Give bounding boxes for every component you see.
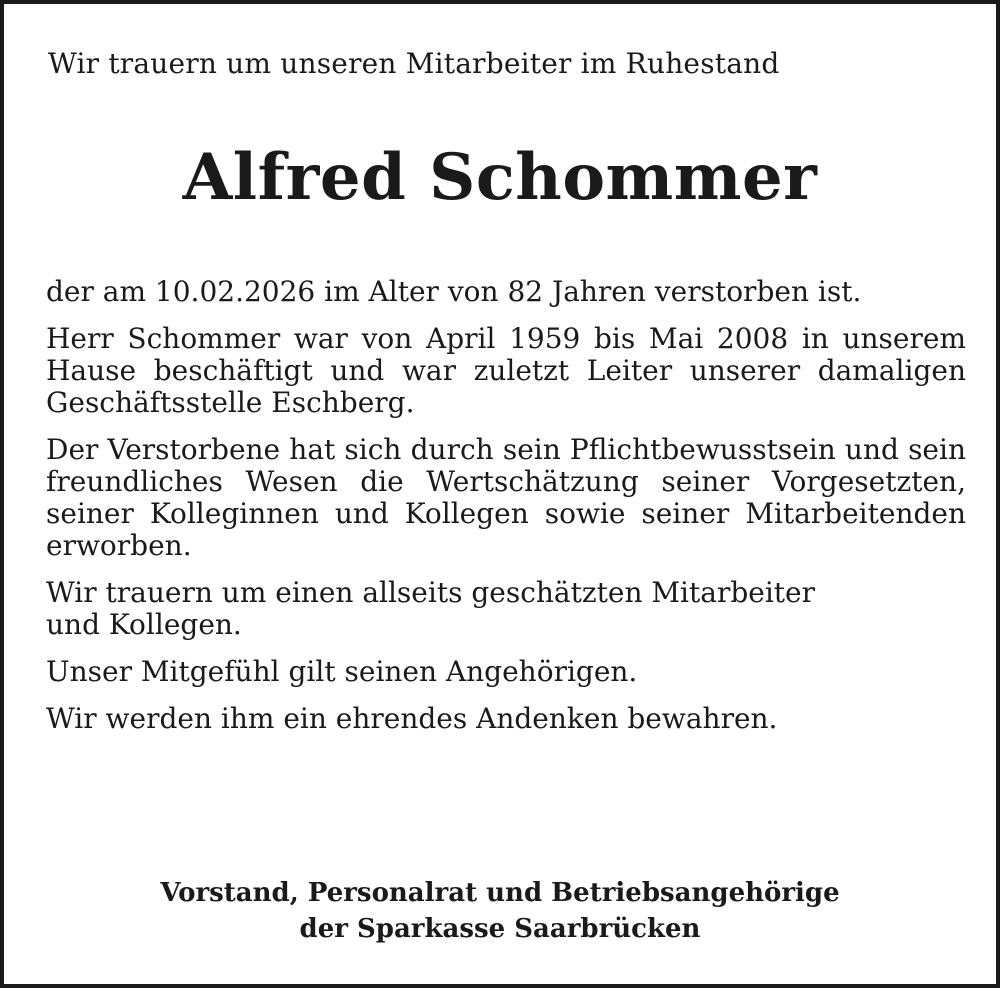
death-date-paragraph: der am 10.02.2026 im Alter von 82 Jahren verstorben ist. bbox=[46, 275, 862, 308]
remembrance-paragraph: Wir werden ihm ein ehrendes Andenken bewahren. bbox=[46, 702, 778, 735]
appreciation-paragraph: Der Verstorbene hat sich durch sein Pflichtbewusstsein und sein freundliches Wesen die Wertschätzung seiner Vorgesetzten, seiner Kolleginnen und Kollegen sowie seiner Mitarbeitenden erworben. bbox=[46, 433, 966, 562]
mourning-paragraph: Wir trauern um einen allseits geschätzten Mitarbeiter und Kollegen. bbox=[46, 576, 815, 641]
employment-paragraph: Herr Schommer war von April 1959 bis Mai 2008 in unserem Hause beschäftigt und war zuletzt Leiter unserer damaligen Geschäftsstelle Eschberg. bbox=[46, 322, 966, 419]
deceased-name: Alfred Schommer bbox=[182, 140, 818, 215]
signature-line-2: der Sparkasse Saarbrücken bbox=[299, 914, 701, 944]
signature-block bbox=[4, 875, 996, 947]
signature-line-1: Vorstand, Personalrat und Betriebsangehörige bbox=[160, 878, 840, 908]
notice-body bbox=[46, 276, 966, 750]
condolence-paragraph: Unser Mitgefühl gilt seinen Angehörigen. bbox=[46, 655, 638, 688]
intro-line: Wir trauern um unseren Mitarbeiter im Ruhestand bbox=[48, 47, 780, 80]
